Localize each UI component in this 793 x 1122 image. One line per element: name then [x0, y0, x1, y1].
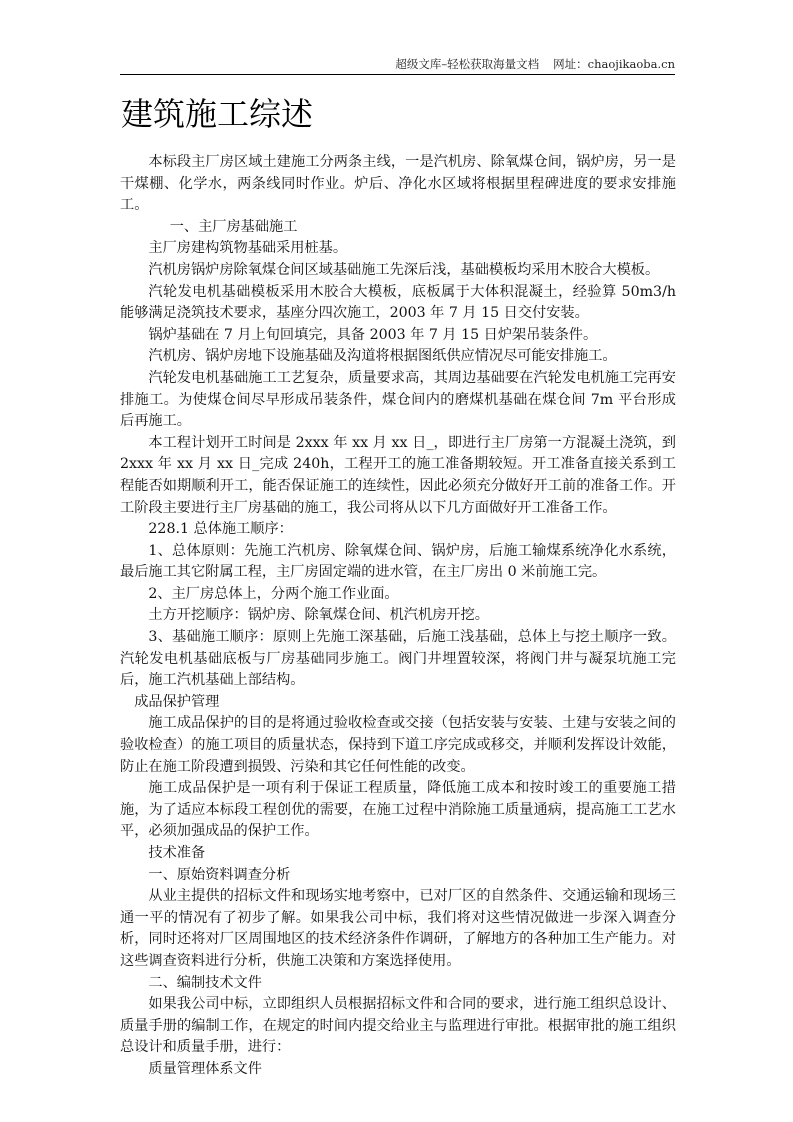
paragraph: 主厂房建构筑物基础采用桩基。: [148, 240, 348, 257]
subsection-heading-tech-docs: 二、编制技术文件: [148, 974, 262, 991]
paragraph: 施工成品保护的目的是将通过验收检查或交接（包括安装与安装、土建与安装之间的验收检查）的施工项目的质量状态，保持到下道工序完成或移交，并顺利发挥设计效能，防止在施工阶段遭到损毁、污染和其它任何性能的改变。: [120, 715, 676, 775]
document-body: [120, 152, 676, 1081]
document-title: 建筑施工综述: [121, 95, 314, 133]
paragraph: 如果我公司中标，立即组织人员根据招标文件和合同的要求，进行施工组织总设计、质量手册的编制工作，在规定的时间内提交给业主与监理进行审批。根据审批的施工组织总设计和质量手册，进行：: [120, 996, 676, 1056]
paragraph: 3、基础施工顺序：原则上先施工深基础，后施工浅基础，总体上与挖土顺序一致。汽轮发电机基础底板与厂房基础同步施工。阀门井埋置较深，将阀门井与凝泵坑施工完后，施工汽机基础上部结构。: [120, 629, 676, 689]
section-heading-product-protection: 成品保护管理: [134, 693, 220, 710]
paragraph: 汽轮发电机基础模板采用木胶合大模板，底板属于大体积混凝土，经验算 50m3/h 能够满足浇筑技术要求，基座分四次施工，2003 年 7 月 15 日交付安装。: [120, 283, 676, 322]
site-url-label: 网址：chaojikaoba.cn: [553, 57, 675, 71]
paragraph: 施工成品保护是一项有利于保证工程质量，降低施工成本和按时竣工的重要施工措施，为了适应本标段工程创优的需要，在施工过程中消除施工质量通病，提高施工工艺水平，必须加强成品的保护工作。: [120, 780, 676, 840]
paragraph: 2、主厂房总体上，分两个施工作业面。: [148, 585, 399, 602]
section-heading-main-foundation: 一、主厂房基础施工: [169, 218, 298, 235]
paragraph: 1、总体原则：先施工汽机房、除氧煤仓间、锅炉房，后施工输煤系统净化水系统，最后施工其它附属工程，主厂房固定端的进水管，在主厂房出 0 米前施工完。: [120, 542, 676, 581]
paragraph: 汽机房锅炉房除氧煤仓间区域基础施工先深后浅，基础模板均采用木胶合大模板。: [148, 261, 660, 278]
paragraph: 本工程计划开工时间是 2xxx 年 xx 月 xx 日_，即进行主厂房第一方混凝土浇筑，到 2xxx 年 xx 月 xx 日_完成 240h，工程开工的施工准备期较短。开工准备直接关系到工程能否如期顺利开工，能否保证施工的连续性，因此必须充分做好开工前的准备工作。开工阶段主要进行主厂房基础的施工，我公司将从以下几方面做好开工准备工作。: [120, 434, 676, 516]
page-header: [120, 56, 675, 75]
section-heading-overall-order: 228.1 总体施工顺序：: [148, 521, 293, 538]
paragraph-intro: 本标段主厂房区域土建施工分两条主线，一是汽机房、除氧煤仓间，锅炉房，另一是干煤棚、化学水，两条线同时作业。炉后、净化水区域将根据里程碑进度的要求安排施工。: [120, 154, 676, 214]
paragraph: 从业主提供的招标文件和现场实地考察中，已对厂区的自然条件、交通运输和现场三通一平的情况有了初步了解。如果我公司中标，我们将对这些情况做进一步深入调查分析，同时还将对厂区周围地区的技术经济条件作调研，了解地方的各种加工生产能力。对这些调查资料进行分析，供施工决策和方案选择使用。: [120, 888, 676, 969]
section-heading-tech-prep: 技术准备: [148, 845, 206, 861]
subsection-heading-data-survey: 一、原始资料调查分析: [148, 866, 291, 883]
paragraph: 土方开挖顺序：锅炉房、除氧煤仓间、机汽机房开挖。: [148, 607, 489, 624]
paragraph: 锅炉基础在 7 月上旬回填完，具备 2003 年 7 月 15 日炉架吊装条件。: [148, 326, 598, 343]
paragraph: 汽机房、锅炉房地下设施基础及沟道将根据图纸供应情况尽可能安排施工。: [148, 348, 617, 365]
paragraph: 汽轮发电机基础施工工艺复杂，质量要求高，其周边基础要在汽轮发电机施工完再安排施工。为使煤仓间尽早形成吊装条件，煤仓间内的磨煤机基础在煤仓间 7m 平台形成后再施工。: [120, 369, 676, 430]
site-name: 超级文库–轻松获取海量文档: [395, 57, 540, 71]
subsection-heading-quality-system: 质量管理体系文件: [148, 1060, 262, 1077]
